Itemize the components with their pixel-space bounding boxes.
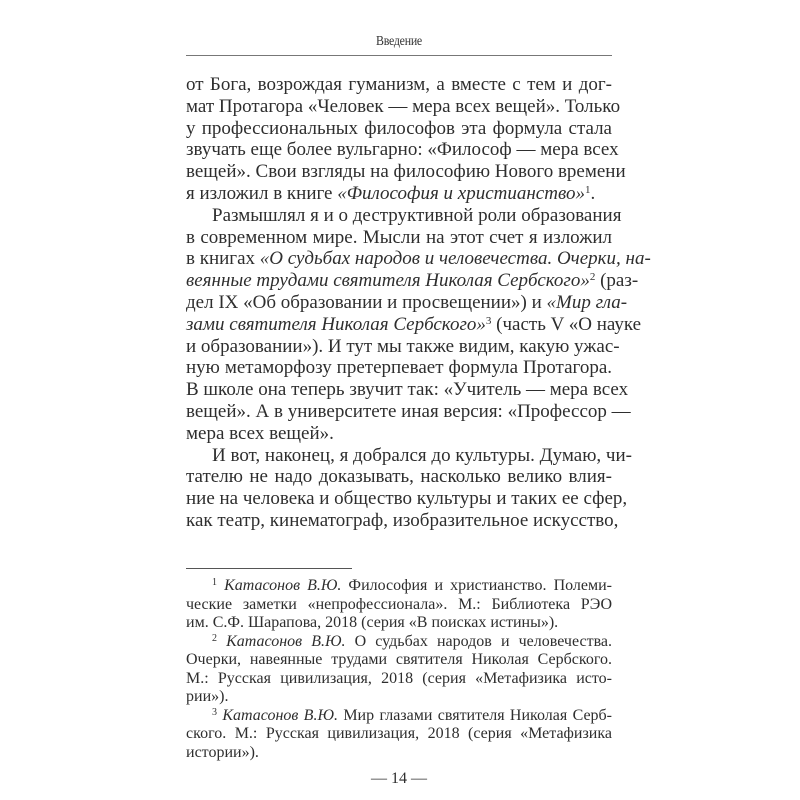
text-segment: тателю не надо доказывать, насколько велико влия- bbox=[186, 466, 612, 488]
text-segment: я изложил в книге bbox=[186, 182, 338, 204]
footnote-line bbox=[186, 614, 612, 633]
text-line bbox=[186, 270, 639, 292]
footnote-marker: 3 bbox=[485, 314, 492, 327]
footnote-line bbox=[186, 596, 612, 615]
text-segment: истории»). bbox=[186, 743, 259, 761]
text-line bbox=[186, 488, 628, 510]
body-text bbox=[186, 74, 651, 532]
text-segment: вещей». А в университете иная версия: «Профессор — bbox=[186, 400, 631, 422]
text-segment: мат Протагора «Человек — мера всех вещей». Только bbox=[186, 95, 621, 117]
text-segment: (часть V «О науке bbox=[491, 313, 642, 335]
text-line bbox=[186, 423, 612, 445]
text-line bbox=[186, 161, 626, 183]
text-line bbox=[186, 74, 612, 96]
text-segment bbox=[217, 633, 226, 650]
footnote-line bbox=[186, 577, 612, 596]
text-segment: Размышлял я и о деструктивной роли образования bbox=[212, 204, 622, 226]
text-segment: В школе она теперь звучит так: «Учитель — мера всех bbox=[186, 379, 629, 401]
text-segment: И вот, наконец, я добрался до культуры. Думаю, чи- bbox=[212, 444, 632, 466]
text-segment: от Бога, возрождая гуманизм, а вместе с тем и дог- bbox=[186, 74, 612, 95]
text-segment: М.: Русская цивилизация, 2018 (серия «Метафизика исто- bbox=[186, 669, 612, 687]
italic-text: Катасонов В.Ю. bbox=[224, 577, 342, 594]
text-line bbox=[186, 313, 642, 336]
footnote-marker: 1 bbox=[212, 577, 217, 588]
text-segment bbox=[217, 577, 224, 594]
text-line bbox=[186, 291, 628, 314]
text-segment: . bbox=[590, 182, 596, 204]
italic-text: «О судьбах народов и человечества. Очерки, на- bbox=[259, 248, 651, 270]
text-line bbox=[186, 357, 612, 379]
text-segment: у профессиональных философов эта формула стала bbox=[186, 117, 612, 139]
text-line bbox=[186, 444, 632, 467]
text-segment: рии»). bbox=[186, 688, 229, 705]
page-number: — 14 — bbox=[371, 770, 427, 787]
text-segment: Очерки, навеянные трудами святителя Николая Сербского. bbox=[186, 651, 612, 668]
text-segment: в книгах bbox=[186, 248, 260, 270]
italic-text: «Мир гла- bbox=[546, 291, 628, 313]
text-segment: (раз- bbox=[595, 270, 639, 292]
text-segment: ского. М.: Русская цивилизация, 2018 (серия «Метафизика bbox=[186, 725, 612, 742]
text-segment: как театр, кинематограф, изобразительное искусство, bbox=[186, 509, 619, 531]
text-segment: ную метаморфозу претерпевает формула Протагора. bbox=[186, 357, 612, 379]
text-line bbox=[186, 466, 612, 488]
text-segment: ческие заметки «непрофессионала». М.: Библиотека РЭО bbox=[186, 595, 612, 613]
header-rule bbox=[186, 55, 612, 56]
footnote-line bbox=[186, 725, 612, 744]
text-segment: Философия и христианство. Полеми- bbox=[341, 577, 613, 594]
text-line bbox=[186, 139, 619, 161]
text-line bbox=[186, 379, 629, 401]
text-segment: им. С.Ф. Шарапова, 2018 (серия «В поисках истины»). bbox=[186, 614, 559, 631]
italic-text: веянные трудами святителя Николая Сербского» bbox=[186, 270, 590, 292]
footnote-line bbox=[186, 633, 612, 652]
text-segment: звучать еще более вульгарно: «Философ — мера всех bbox=[186, 139, 619, 161]
text-segment: дел IX «Об образовании и просвещении») и bbox=[186, 291, 547, 313]
text-segment: Мир глазами святителя Николая Серб- bbox=[337, 706, 613, 724]
text-line bbox=[186, 335, 620, 358]
text-line bbox=[186, 509, 619, 532]
text-segment: вещей». Свои взгляды на философию Нового времени bbox=[186, 161, 626, 183]
running-header: Введение bbox=[376, 34, 422, 49]
footnote-marker: 3 bbox=[212, 706, 217, 718]
italic-text: Катасонов В.Ю. bbox=[222, 706, 338, 724]
footnotes bbox=[186, 577, 612, 762]
text-segment: мера всех вещей». bbox=[186, 422, 334, 444]
text-segment: и образовании»). И тут мы также видим, какую ужас- bbox=[186, 335, 620, 357]
footnote-rule bbox=[186, 568, 352, 569]
footnote-line bbox=[186, 670, 612, 689]
text-segment: О судьбах народов и человечества. bbox=[345, 632, 613, 650]
italic-text: «Философия и христианство» bbox=[337, 182, 585, 204]
footnote-marker: 1 bbox=[584, 183, 591, 196]
footnote-marker: 2 bbox=[212, 632, 217, 644]
footnote-marker: 2 bbox=[589, 271, 596, 284]
text-line bbox=[186, 95, 621, 118]
text-line bbox=[186, 400, 631, 423]
text-line bbox=[186, 227, 612, 249]
text-line bbox=[186, 248, 651, 270]
text-line bbox=[186, 183, 612, 205]
footnote-line bbox=[186, 688, 612, 707]
italic-text: зами святителя Николая Сербского» bbox=[186, 313, 486, 335]
text-segment: в современном мире. Мысли на этот счет я изложил bbox=[186, 226, 612, 248]
footnote-line bbox=[186, 651, 612, 670]
footnote-line bbox=[186, 744, 612, 763]
text-segment: ние на человека и общество культуры и таких ее сфер, bbox=[186, 488, 628, 510]
italic-text: Катасонов В.Ю. bbox=[226, 632, 346, 650]
text-line bbox=[186, 118, 612, 140]
footnote-line bbox=[186, 707, 612, 726]
text-line bbox=[186, 204, 622, 227]
